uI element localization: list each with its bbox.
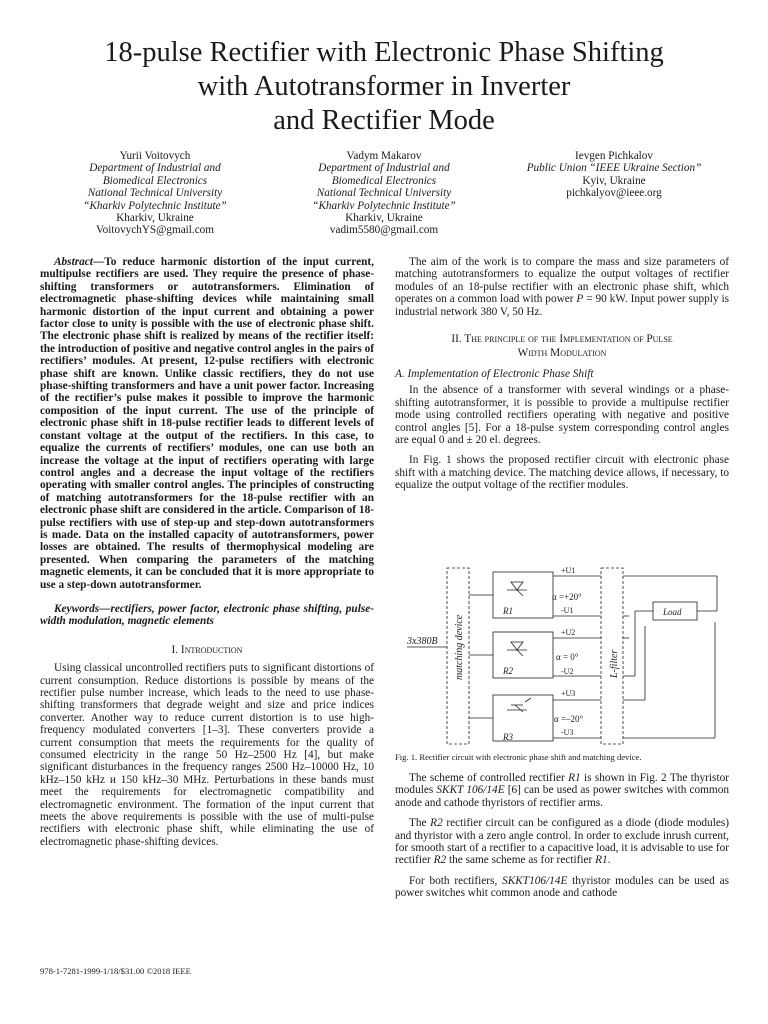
alpha-1: α =+20°	[552, 592, 582, 602]
u1-plus: +U1	[561, 566, 576, 575]
both-rectifiers-paragraph	[395, 875, 729, 900]
author-block-2	[269, 150, 499, 237]
text: The scheme of controlled rectifier	[409, 772, 569, 784]
r3-label: R3	[503, 732, 513, 742]
u1-minus: -U1	[561, 606, 574, 615]
text: .	[607, 854, 611, 867]
right-column-top	[395, 256, 729, 500]
aim-text-end: = 90 kW. Input power supply is industrial network 380 V, 50 Hz.	[395, 293, 730, 318]
aim-text: The aim of the work is to compare the mass and size parameters of matching autotransformers to equalize the output voltages of rectifier modules of an 18-pulse rectifier with an electronic phase shift, which operates on a common load with power	[395, 256, 729, 306]
load-label: Load	[663, 607, 682, 617]
author-affiliation: Biomedical Electronics	[102, 174, 208, 187]
rectifier-r1	[493, 572, 553, 618]
abstract	[40, 256, 374, 591]
section-heading-pwm	[395, 332, 729, 360]
r2-label: R2	[503, 666, 513, 676]
author-block-3	[499, 150, 729, 200]
text: The	[409, 817, 431, 830]
author-block-1	[40, 150, 270, 237]
u3-plus: +U3	[561, 689, 576, 698]
title-line-2: with Autotransformer in Inverter	[197, 71, 571, 102]
author-name: Yurii Voitovych	[119, 150, 191, 162]
author-affiliation: National Technical University	[316, 187, 452, 200]
rectifier-r3	[493, 695, 553, 741]
text: [6] can be used as power switches with common anode and cathode thyristors of rectifier arms.	[395, 784, 730, 809]
u3-minus: -U3	[561, 728, 574, 737]
module-ref: SKKT106/14E	[502, 874, 568, 887]
author-email[interactable]: pichkalyov@ieee.org	[566, 187, 662, 200]
r1-scheme-paragraph	[395, 772, 729, 809]
r2-ref: R2	[430, 817, 443, 830]
r1-label: R1	[503, 606, 513, 616]
r2-scheme-paragraph	[395, 817, 729, 867]
text: For both rectifiers,	[409, 874, 503, 887]
author-affiliation: National Technical University	[87, 187, 223, 200]
author-email[interactable]: vadim5580@gmail.com	[329, 224, 439, 237]
author-city: Kyiv, Ukraine	[582, 174, 646, 187]
section-heading-introduction: I. Introduction	[171, 643, 243, 656]
alpha-3: α =–20°	[554, 714, 584, 724]
matching-device-label: matching device	[454, 614, 465, 680]
r2-ref: R2	[433, 854, 447, 867]
l-filter-label: L-filter	[609, 649, 620, 678]
thyristor-icon	[507, 582, 527, 596]
alpha-2: α = 0°	[556, 652, 579, 662]
left-column	[40, 256, 374, 856]
title-line-1: 18-pulse Rectifier with Electronic Phase Shifting	[104, 37, 664, 68]
transistor-icon	[507, 698, 531, 712]
abstract-label: Abstract	[54, 256, 93, 268]
keywords: Keywords—rectifiers, power factor, electronic phase shifting, pulse-width modulation, magnetic elements	[40, 602, 374, 628]
author-name: Vadym Makarov	[346, 150, 422, 162]
rectifier-circuit-diagram	[395, 560, 729, 750]
author-email[interactable]: VoitovychYS@gmail.com	[96, 224, 214, 237]
figure-caption: Fig. 1. Rectifier circuit with electronic phase shift and matching device.	[395, 752, 642, 762]
text: the same scheme as for rectifier	[446, 854, 596, 867]
module-ref: SKKT 106/14E	[436, 784, 505, 797]
author-affiliation: Department of Industrial and	[318, 162, 450, 175]
author-affiliation: “Kharkiv Polytechnic Institute”	[83, 199, 227, 212]
abstract-text: —To reduce harmonic distortion of the input current, multipulse rectifiers are used. They require the presence of phase-shifting transformers or autotransformers. Elimination of electromagnetic phase-shifting devices while maintaining small harmonic distortion of the input current and obtaining a power factor close to unity is possible with the use of electronic phase shift. The electronic phase shift is realized by means of the rectifier itself: the introduction of positive and negative control angles in the pairs of rectifiers’ modules. At present, 12-pulse rectifiers with electronic phase shift are known. Unlike classic rectifiers, they do not use phase-shifting transformers and have a unit power factor. Increasing of the rectifier’s pulse makes it possible to improve the harmonic composition of the input current. The use of the principle of electronic phase shift in 18-pulse rectifier leads to different levels of constant voltage at the output of the rectifiers. In this case, to equalize the currents of rectifiers’ modules, one can use both an increase the voltage at the input of rectifiers operating with large control angles and a decrease the input voltage of the rectifiers operating with smaller control angles. The principles of constructing of matching autotransformers for the 18-pulse rectifier with an electronic phase shift are considered in the article. Comparison of 18-pulse rectifiers with use of step-up and step-down autotransformers is made. Data on the installed capacity of autotransformers, power losses are obtained. The results of thermophysical modeling are presented. When comparing the parameters of the matching magnetic elements, it can be concluded that it is more appropriate to use a step-down autotransformer.	[40, 256, 374, 591]
author-affiliation: Department of Industrial and	[89, 162, 221, 175]
right-column-bottom	[395, 772, 729, 908]
copyright-footer: 978-1-7281-1999-1/18/$31.00 ©2018 IEEE	[40, 966, 191, 976]
r1-ref: R1	[595, 854, 608, 867]
author-city: Kharkiv, Ukraine	[116, 212, 194, 225]
r1-ref: R1	[568, 772, 581, 784]
rectifier-r2	[493, 632, 553, 678]
aim-paragraph	[395, 256, 729, 318]
author-affiliation: “Kharkiv Polytechnic Institute”	[312, 199, 456, 212]
section-heading-line: Width Modulation	[517, 347, 607, 360]
u2-minus: -U2	[561, 667, 574, 676]
text: rectifier circuit can be configured as a diode (diode modules) and thyristor with a zero angle control. In order to exclude inrush current, for smooth start of a rectifier to a capacitive load, it is advisable to use for rectifier	[395, 817, 730, 867]
author-city: Kharkiv, Ukraine	[345, 212, 423, 225]
author-name: Ievgen Pichkalov	[575, 150, 653, 162]
paper-title	[40, 36, 728, 138]
introduction-paragraph: Using classical uncontrolled rectifiers puts to significant distortions of current consumption. Reduce distortions is possible by means of the rectifier pulse number increase, which leads to the need to use phase-shifting transformers that degrade weight and size and price indices converter. Another way to reduce current distortion is to use high-frequency modulated converters [1–3]. These converters provide a current consumption that meets the requirements for the quality of consumed electricity in the range 50 Hz–2500 Hz [4], but make significant disturbances in the frequency ranges 2500 Hz–10000 Hz, 10 kHz–150 kHz и 150 kHz–30 MHz. Perturbations in these bands must meet the requirements for electromagnetic compatibility and electromagnetic environment. The formation of the input current that meets the above requirements is possible with the use of multi-pulse rectifiers with electronic phase shift, while eliminating the use of electromagnetic phase-shifting devices.	[40, 662, 374, 848]
u2-plus: +U2	[561, 628, 576, 637]
author-affiliation: Public Union “IEEE Ukraine Section”	[526, 162, 702, 175]
text: is shown in Fig. 2 The thyristor modules	[395, 772, 729, 797]
author-affiliation: Biomedical Electronics	[331, 174, 437, 187]
title-line-3: and Rectifier Mode	[273, 105, 495, 136]
thyristor-icon	[507, 642, 527, 656]
supply-label: 3x380B	[407, 636, 438, 647]
aim-power-symbol: P	[576, 293, 584, 306]
phase-shift-paragraph: In the absence of a transformer with several windings or a phase-shifting autotransformer, it is possible to provide a multipulse rectifier mode using controlled rectifiers operating with negative and positive control angles [5]. For a 18-pulse system corresponding control angles are equal 0 and ± 20 el. degrees.	[395, 384, 729, 447]
section-heading-line: II. The principle of the Implementation of Pulse	[451, 333, 673, 346]
text: thyristor modules can be used as power switches whit common anode and cathode	[395, 874, 730, 900]
fig-ref-paragraph: In Fig. 1 shows the proposed rectifier circuit with electronic phase shift with a matching device. The matching device allows, if necessary, to equalize the output voltage of the rectifier modules.	[395, 454, 729, 492]
subsection-heading: A. Implementation of Electronic Phase Shift	[395, 368, 594, 381]
